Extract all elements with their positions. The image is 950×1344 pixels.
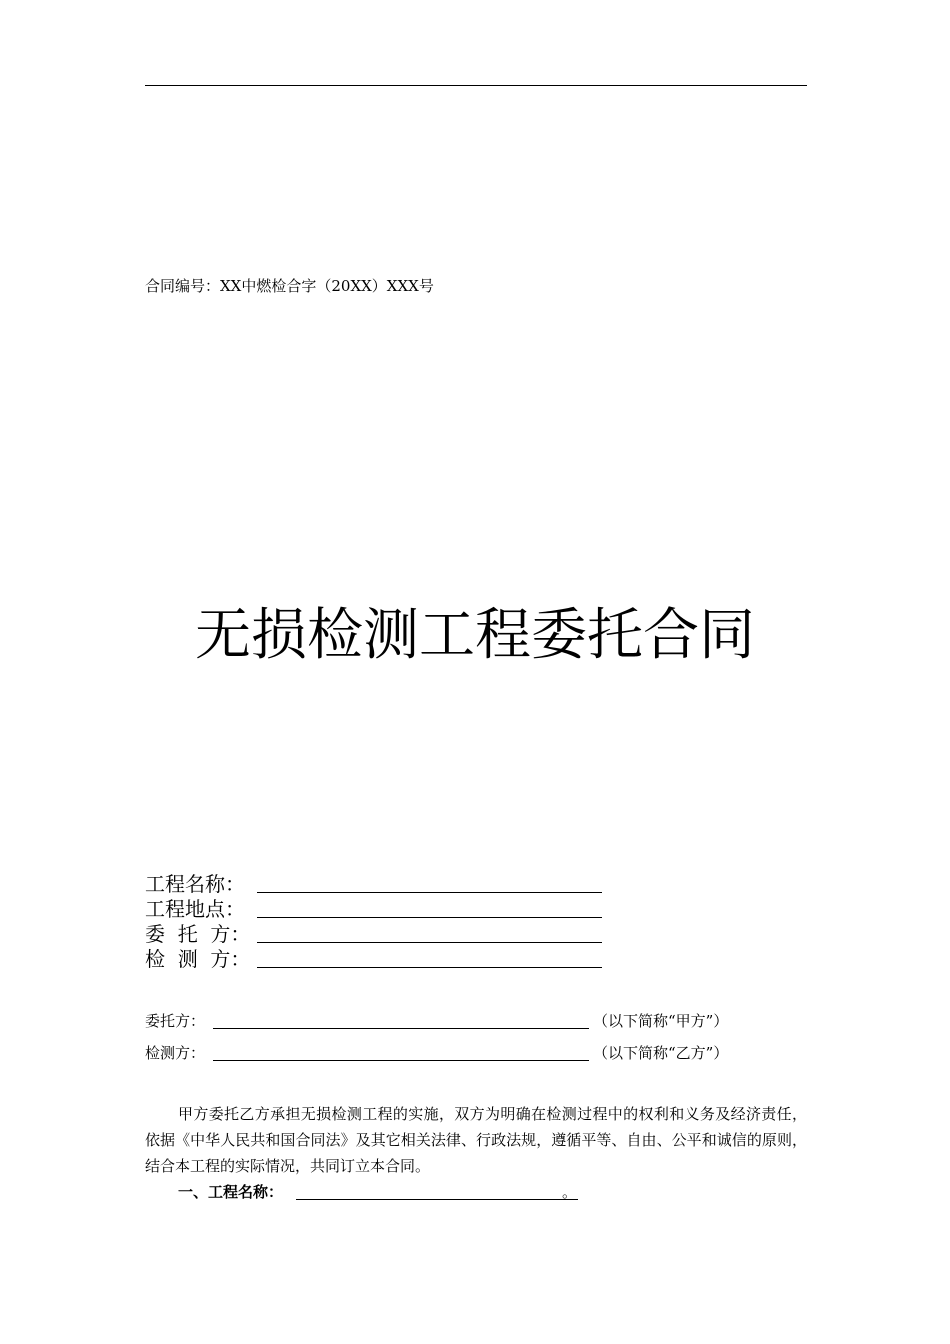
project-location-blank[interactable] [257,917,602,918]
contract-number: 合同编号：XX中燃检合字（20XX）XXX号 [145,277,434,295]
party-a-note: （以下简称“甲方”） [593,1012,729,1030]
client-label: 委 托 方： [145,922,251,946]
project-info-block [145,872,257,972]
project-location-label: 工程地点： [145,897,245,921]
party-b-row [145,1042,765,1064]
project-location-row [145,897,257,922]
client-blank[interactable] [257,942,602,943]
project-name-label: 工程名称： [145,872,245,896]
intro-paragraph: 甲方委托乙方承担无损检测工程的实施，双方为明确在检测过程中的权利和义务及经济责任，依据《中华人民共和国合同法》及其它相关法律、行政法规，遵循平等、自由、公平和诚信的原则，结合本工程的实际情况，共同订立本合同。 [145,1105,807,1175]
party-a-label: 委托方： [145,1012,206,1030]
project-name-blank[interactable] [257,892,602,893]
party-b-note: （以下简称“乙方”） [593,1044,729,1062]
party-a-blank[interactable] [213,1028,589,1029]
document-title: 无损检测工程委托合同 [195,603,755,668]
client-row [145,922,257,947]
inspector-row [145,947,257,972]
section-one-label: 一、工程名称： [178,1183,284,1201]
inspector-label: 检 测 方： [145,947,251,971]
section-one-blank[interactable] [296,1199,578,1200]
inspector-blank[interactable] [257,967,602,968]
party-a-row [145,1010,765,1032]
party-b-label: 检测方： [145,1044,206,1062]
party-b-blank[interactable] [213,1060,589,1061]
header-rule [145,85,807,86]
section-one-end: 。 [562,1183,578,1201]
project-name-row [145,872,257,897]
